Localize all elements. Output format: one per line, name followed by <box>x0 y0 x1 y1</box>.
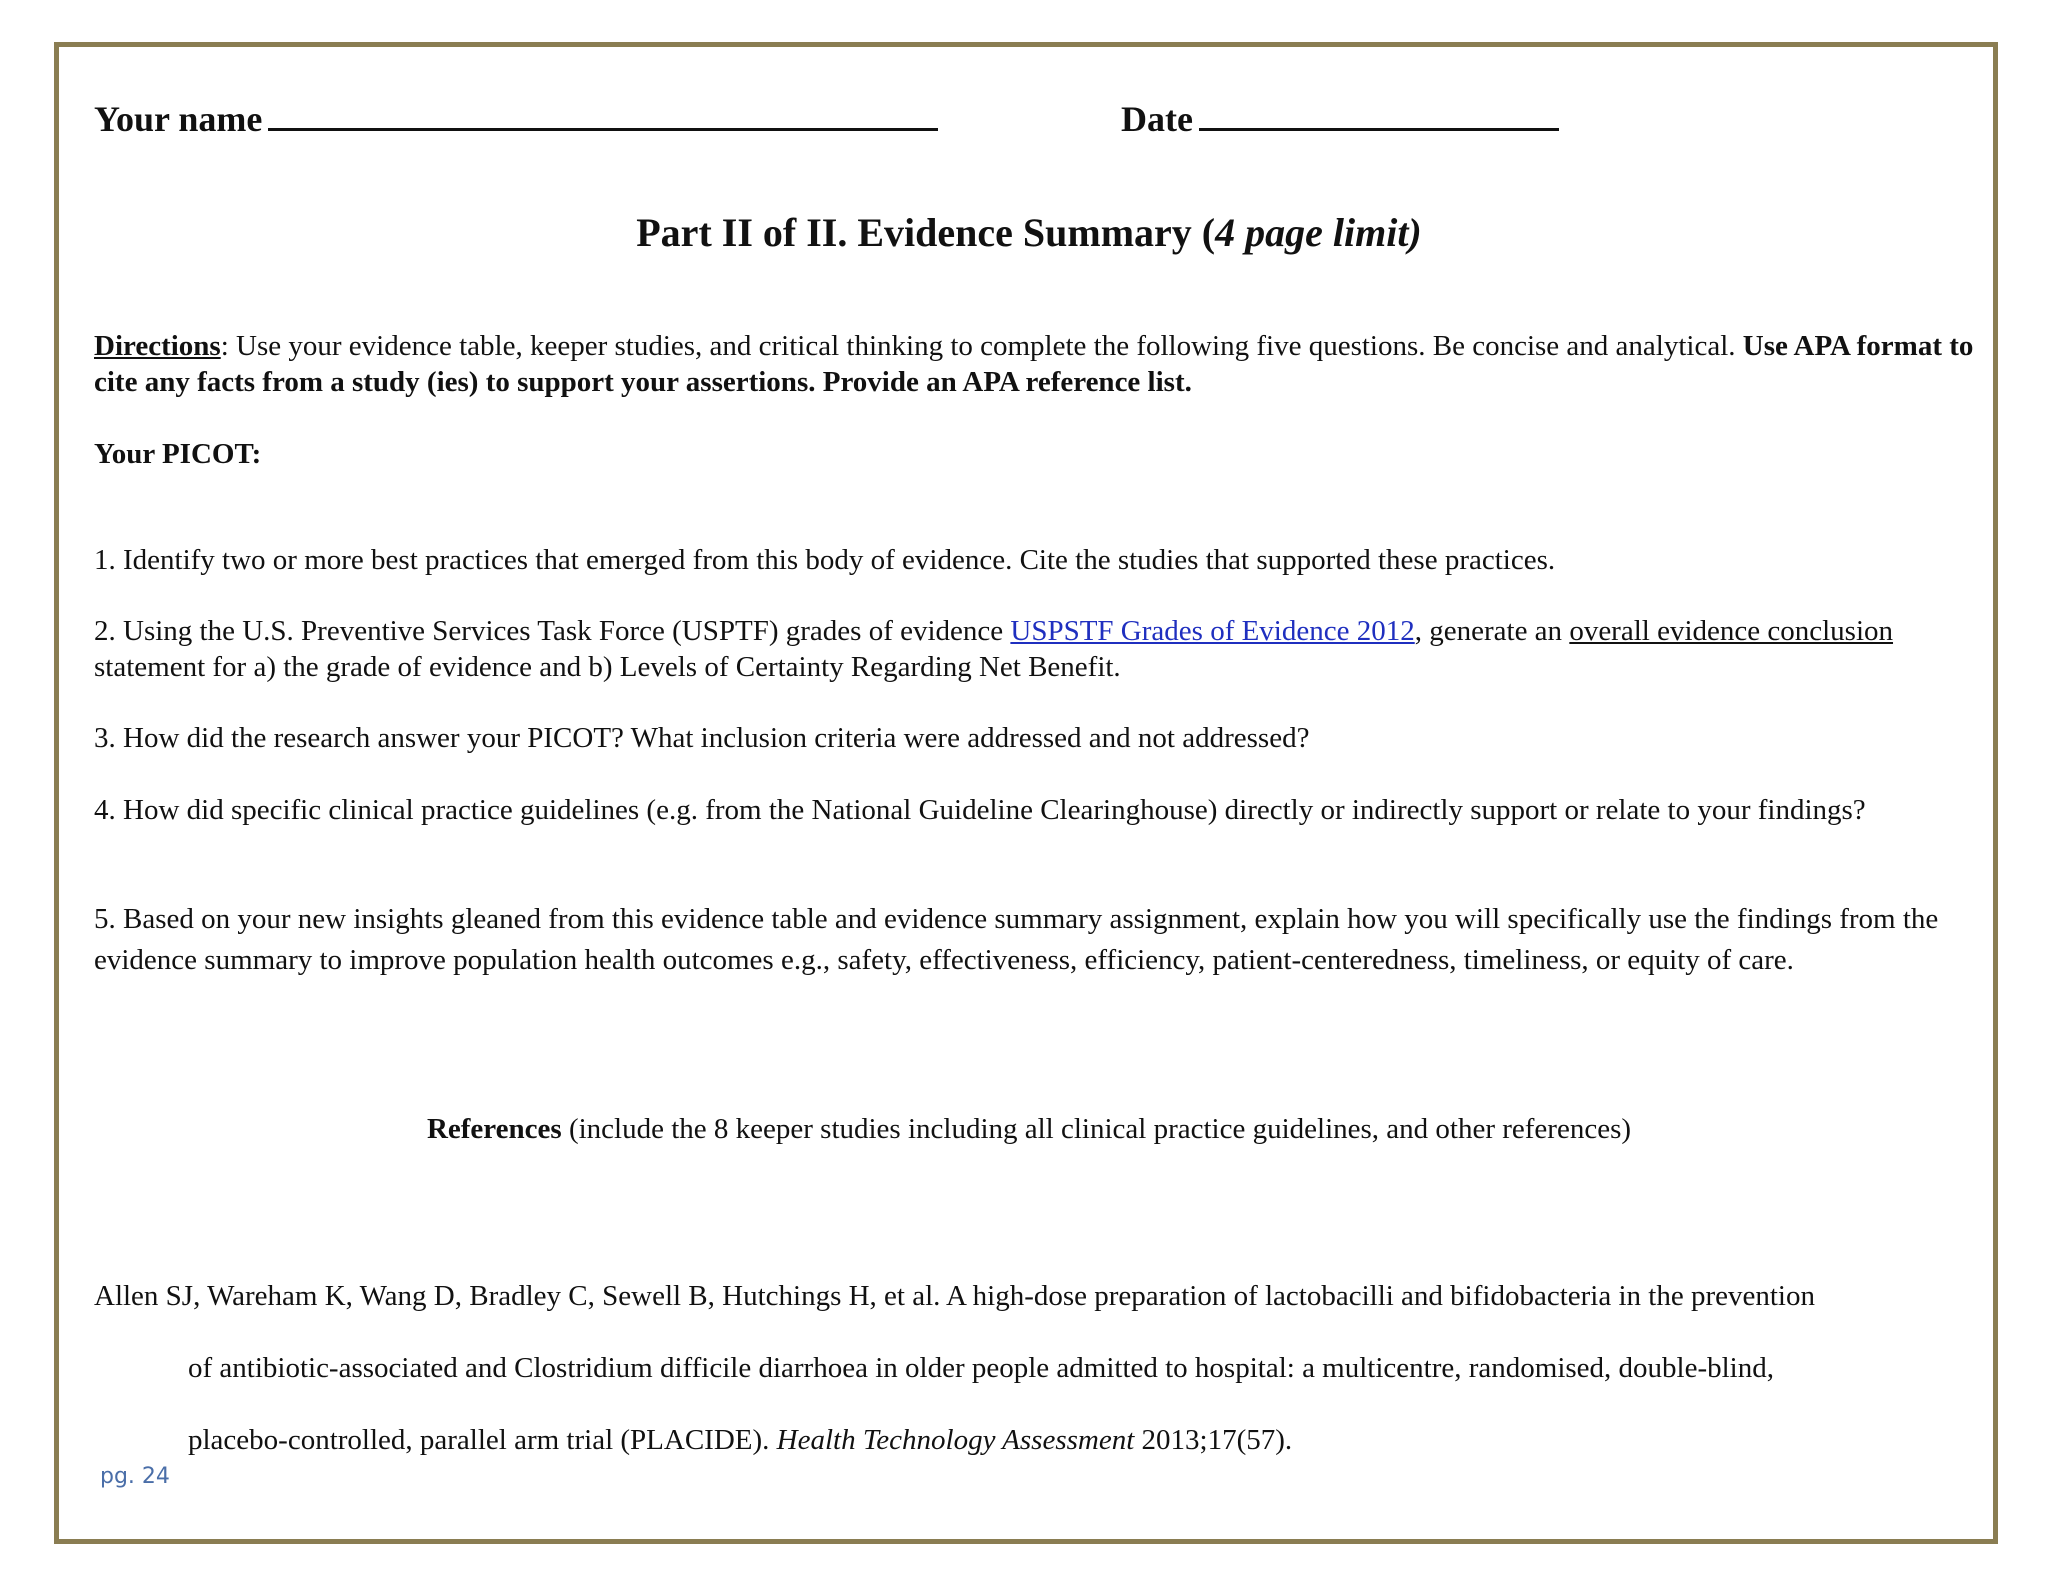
directions-paragraph: Directions: Use your evidence table, keeper studies, and critical thinking to complete the following five questions. Be concise and analytical. Use APA format to cite any facts from a study (ies) to support your assertions. Provide an APA reference list. <box>94 330 1974 398</box>
question-3: 3. How did the research answer your PICOT? What inclusion criteria were addressed and not addressed? <box>94 722 1310 754</box>
date-label: Date <box>1121 99 1193 139</box>
question-1: 1. Identify two or more best practices that emerged from this body of evidence. Cite the studies that supported these practices. <box>94 544 1556 576</box>
journal-title: Health Technology Assessment <box>776 1424 1135 1456</box>
uspstf-grades-link[interactable]: USPSTF Grades of Evidence 2012 <box>1010 615 1415 647</box>
question-5: 5. Based on your new insights gleaned from this evidence table and evidence summary assignment, explain how you will specifically use the findings from the evidence summary to improve population health outcomes e.g., safety, effectiveness, efficiency, patient-centeredness, timeliness, or equity of care. <box>94 903 1939 976</box>
reference-entry-line-1: Allen SJ, Wareham K, Wang D, Bradley C, Sewell B, Hutchings H, et al. A high-dose preparation of lactobacilli and bifidobacteria in the prevention <box>94 1280 1815 1312</box>
name-blank <box>268 92 938 131</box>
question-4: 4. How did specific clinical practice guidelines (e.g. from the National Guideline Clearinghouse) directly or indirectly support or relate to your findings? <box>94 794 1866 826</box>
question-2: 2. Using the U.S. Preventive Services Task Force (USPTF) grades of evidence USPSTF Grades of Evidence 2012, generate an overall evidence conclusion statement for a) the grade of evidence and b) Levels of Certainty Regarding Net Benefit. <box>94 615 1894 683</box>
picot-label: Your PICOT: <box>94 438 262 470</box>
date-blank <box>1199 92 1559 131</box>
page-limit: 4 page limit) <box>1215 210 1422 255</box>
references-heading: References (include the 8 keeper studies including all clinical practice guidelines, and other references) <box>426 1113 1632 1145</box>
reference-entry-line-3: placebo-controlled, parallel arm trial (PLACIDE). Health Technology Assessment 2013;17(57). <box>188 1424 1293 1456</box>
date-field <box>1121 92 1559 140</box>
page-title: Part II of II. Evidence Summary (4 page limit) <box>636 210 1422 255</box>
name-field <box>94 92 938 140</box>
overall-evidence-conclusion: overall evidence conclusion <box>1569 615 1894 647</box>
directions-label: Directions <box>94 330 221 362</box>
directions-bold: Use APA format to cite any facts from a study (ies) to support your assertions. Provide an APA reference list. <box>94 330 1974 398</box>
page-number: pg. 24 <box>100 1464 170 1489</box>
name-label: Your name <box>94 99 263 139</box>
reference-entry-line-2: of antibiotic-associated and Clostridium difficile diarrhoea in older people admitted to hospital: a multicentre, randomised, double-blind, <box>188 1352 1774 1384</box>
